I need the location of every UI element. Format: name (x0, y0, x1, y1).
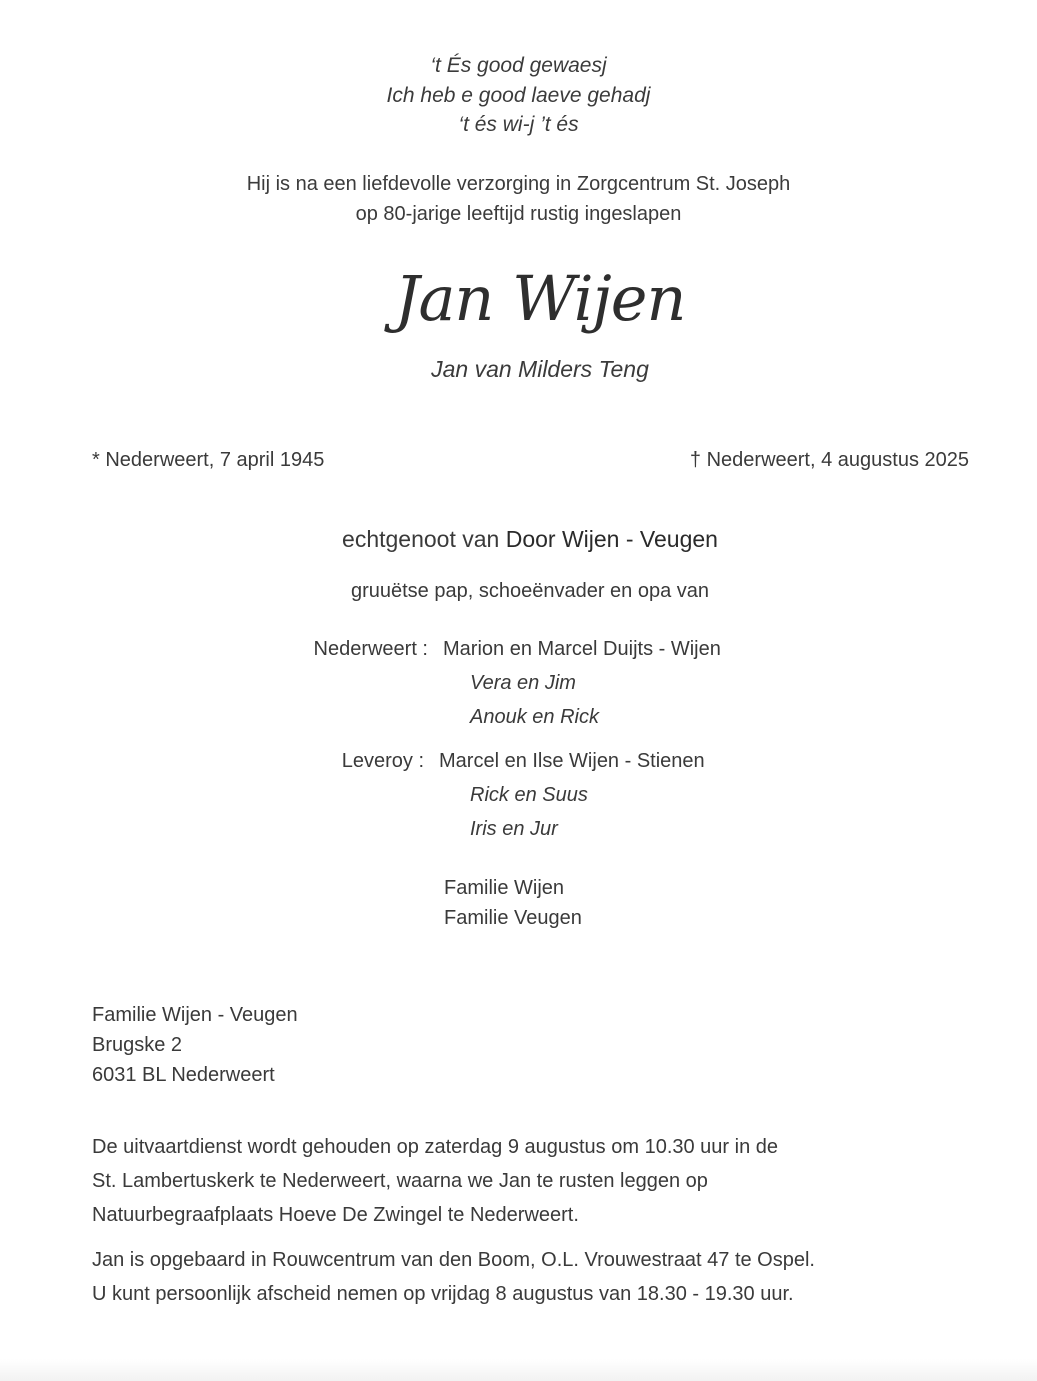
paragraph-line: De uitvaartdienst wordt gehouden op zaterdag 9 augustus om 10.30 uur in de (92, 1136, 779, 1158)
birth-info: * Nederweert, 7 april 1945 (92, 449, 325, 471)
grandchild-couple: Rick en Suus (470, 784, 588, 806)
intro-line: Hij is na een liefdevolle verzorging in Zorgcentrum St. Joseph (246, 173, 791, 195)
intro-line: op 80-jarige leeftijd rustig ingeslapen (355, 202, 682, 225)
paragraph-line: U kunt persoonlijk afscheid nemen op vrijdag 8 augustus van 18.30 - 19.30 uur. (92, 1283, 794, 1305)
viewing-info (92, 1243, 815, 1311)
funeral-service-info (92, 1130, 778, 1232)
intro-text (0, 170, 1037, 229)
motto-line: ‘t És good gewaesj (430, 54, 607, 77)
relation-line: gruuëtse pap, schoeënvader en opa van (350, 580, 710, 602)
motto-line: ‘t és wi-j ’t és (458, 113, 579, 136)
mailing-address (92, 1000, 298, 1090)
address-line: 6031 BL Nederweert (92, 1064, 275, 1086)
motto-line: Ich heb e good laeve gehadj (386, 83, 651, 107)
dialect-motto (0, 51, 1037, 140)
grandchild-couple: Vera en Jim (470, 672, 576, 694)
address-line: Familie Wijen - Veugen (92, 1004, 298, 1026)
extended-family: Familie Veugen (444, 907, 582, 929)
address-line: Brugske 2 (92, 1034, 183, 1056)
family-place: Leveroy : (341, 750, 424, 772)
deceased-name: Jan Wijen (394, 262, 686, 335)
paragraph-line: Jan is opgebaard in Rouwcentrum van den Boom, O.L. Vrouwestraat 47 te Ospel. (92, 1249, 815, 1271)
death-info: † Nederweert, 4 augustus 2025 (689, 449, 969, 471)
spouse-line (0, 526, 1037, 553)
grandchild-couple: Iris en Jur (470, 818, 558, 840)
paragraph-line: Natuurbegraafplaats Hoeve De Zwingel te Nederweert. (92, 1204, 579, 1226)
extended-family: Familie Wijen (444, 877, 565, 899)
paragraph-line: St. Lambertuskerk te Nederweert, waarna we Jan te rusten leggen op (92, 1170, 708, 1192)
family-parents: Marion en Marcel Duijts - Wijen (443, 638, 721, 660)
deceased-nickname: Jan van Milders Teng (431, 356, 649, 382)
spouse-name: Door Wijen - Veugen (505, 526, 718, 552)
family-place: Nederweert : (313, 638, 428, 660)
page-bottom-edge (0, 1359, 1037, 1381)
grandchild-couple: Anouk en Rick (470, 706, 599, 728)
spouse-prefix: echtgenoot van (342, 526, 506, 552)
family-parents: Marcel en Ilse Wijen - Stienen (439, 750, 705, 772)
